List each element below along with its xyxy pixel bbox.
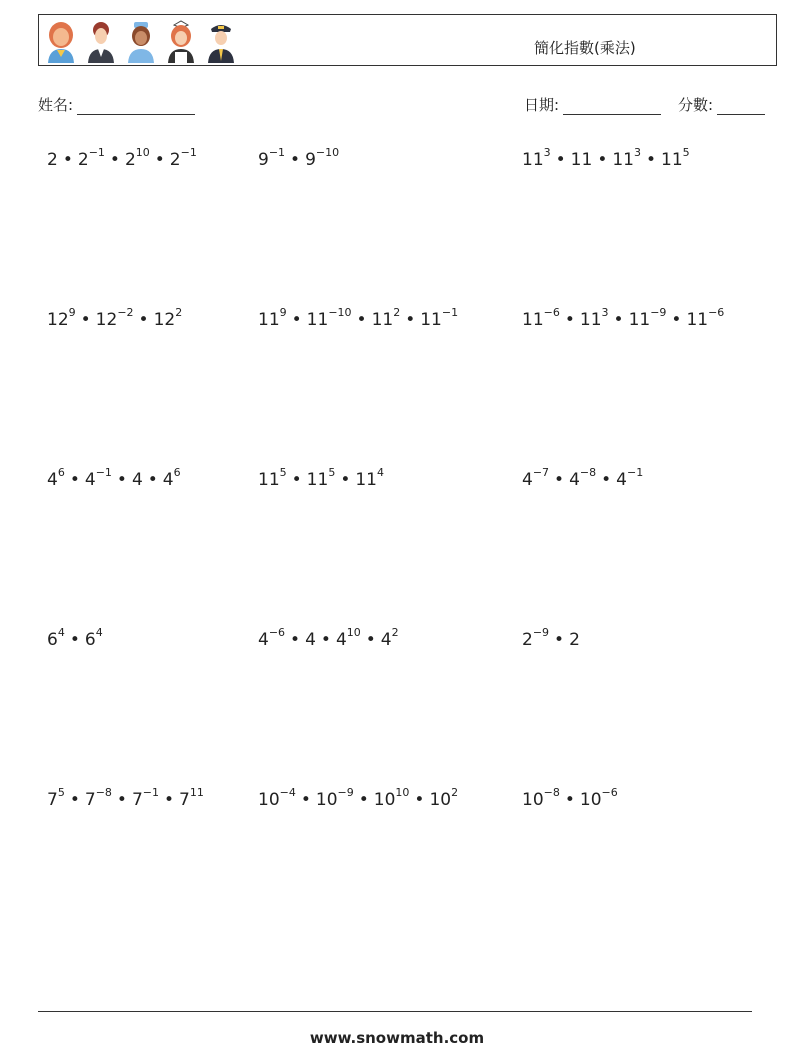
- base: 4: [616, 470, 627, 490]
- power-term: [124, 146, 150, 170]
- base: 11: [371, 310, 394, 330]
- base: 11: [612, 150, 634, 170]
- base: 7: [179, 790, 190, 810]
- multiply-dot: •: [320, 630, 331, 650]
- worksheet-title: 簡化指數(乘法): [534, 39, 636, 57]
- avatar-strip: [45, 19, 237, 63]
- score-blank: [717, 100, 765, 115]
- exponent: −8: [579, 466, 597, 480]
- date-field: [524, 94, 661, 115]
- exponent: 2: [391, 626, 399, 640]
- problem-1-2: [258, 146, 340, 170]
- base: 10: [315, 790, 338, 810]
- multiply-dot: •: [116, 470, 127, 490]
- base: 11: [686, 310, 709, 330]
- exponent: 6: [57, 466, 65, 480]
- exponent: −6: [543, 306, 560, 320]
- score-label: 分數:: [678, 96, 714, 114]
- power-term: [612, 146, 641, 170]
- exponent: 2: [393, 306, 401, 320]
- base: 11: [306, 470, 329, 490]
- multiply-dot: •: [69, 790, 80, 810]
- base: 12: [153, 310, 176, 330]
- power-term: [47, 150, 58, 170]
- exponent: 9: [279, 306, 287, 320]
- power-term: [661, 146, 690, 170]
- date-blank: [563, 100, 661, 115]
- power-term: [571, 150, 593, 170]
- power-term: [522, 466, 550, 490]
- multiply-dot: •: [554, 470, 565, 490]
- base: 2: [77, 150, 89, 170]
- power-term: [355, 466, 384, 490]
- exponent: −1: [441, 306, 459, 320]
- power-term: [380, 626, 399, 650]
- power-term: [373, 786, 410, 810]
- base: 9: [305, 150, 316, 170]
- power-term: [169, 146, 197, 170]
- power-term: [258, 786, 296, 810]
- exponent: −10: [328, 306, 352, 320]
- multiply-dot: •: [405, 310, 416, 330]
- problem-3-1: [47, 466, 181, 490]
- multiply-dot: •: [365, 630, 376, 650]
- base: 4: [335, 630, 347, 650]
- nurse-avatar-icon: [125, 19, 157, 63]
- multiply-dot: •: [290, 150, 301, 170]
- multiply-dot: •: [116, 790, 127, 810]
- problem-5-2: [258, 786, 459, 810]
- exponent: 5: [57, 786, 65, 800]
- power-term: [84, 466, 112, 490]
- multiply-dot: •: [555, 150, 566, 170]
- power-term: [47, 466, 65, 490]
- base: 2: [569, 630, 580, 650]
- power-term: [258, 306, 287, 330]
- multiply-dot: •: [290, 630, 301, 650]
- power-term: [47, 626, 65, 650]
- base: 11: [258, 310, 280, 330]
- multiply-dot: •: [613, 310, 624, 330]
- name-field: [38, 94, 195, 115]
- power-term: [132, 470, 143, 490]
- exponent: 6: [173, 466, 181, 480]
- exponent: 3: [543, 146, 551, 160]
- maid-avatar-icon: [165, 19, 197, 63]
- exponent: −1: [268, 146, 286, 160]
- multiply-dot: •: [356, 310, 367, 330]
- problem-2-2: [258, 306, 459, 330]
- power-term: [569, 630, 580, 650]
- power-term: [179, 786, 204, 810]
- power-term: [258, 626, 286, 650]
- exponent: −10: [315, 146, 340, 160]
- base: 2: [47, 150, 58, 170]
- problem-2-3: [522, 306, 725, 330]
- power-term: [305, 146, 340, 170]
- base: 10: [258, 790, 280, 810]
- multiply-dot: •: [601, 470, 612, 490]
- exponent: 5: [328, 466, 336, 480]
- exponent: −6: [601, 786, 618, 800]
- power-term: [522, 626, 550, 650]
- problem-5-1: [47, 786, 204, 810]
- base: 11: [355, 470, 377, 490]
- base: 10: [429, 790, 452, 810]
- exponent: −8: [543, 786, 560, 800]
- multiply-dot: •: [358, 790, 369, 810]
- power-term: [579, 786, 618, 810]
- multiply-dot: •: [80, 310, 91, 330]
- base: 11: [420, 310, 442, 330]
- base: 6: [47, 630, 58, 650]
- multiply-dot: •: [300, 790, 311, 810]
- base: 10: [579, 790, 602, 810]
- pilot-avatar-icon: [205, 19, 237, 63]
- exponent: 4: [57, 626, 65, 640]
- power-term: [258, 146, 286, 170]
- exponent: 3: [601, 306, 609, 320]
- power-term: [305, 630, 316, 650]
- multiply-dot: •: [340, 470, 351, 490]
- multiply-dot: •: [291, 310, 302, 330]
- base: 4: [522, 470, 533, 490]
- base: 10: [522, 790, 544, 810]
- power-term: [522, 306, 560, 330]
- footer-divider: [38, 1011, 752, 1012]
- base: 6: [84, 630, 96, 650]
- multiply-dot: •: [69, 630, 80, 650]
- power-term: [162, 466, 181, 490]
- base: 10: [373, 790, 396, 810]
- multiply-dot: •: [671, 310, 682, 330]
- base: 11: [522, 150, 544, 170]
- exponent: −9: [650, 306, 667, 320]
- exponent: −6: [708, 306, 725, 320]
- base: 9: [258, 150, 269, 170]
- multiply-dot: •: [147, 470, 158, 490]
- exponent: 4: [95, 626, 103, 640]
- multiply-dot: •: [154, 150, 165, 170]
- base: 12: [95, 310, 118, 330]
- footer-url: www.snowmath.com: [309, 1029, 485, 1047]
- power-term: [686, 306, 725, 330]
- power-term: [616, 466, 644, 490]
- power-term: [153, 306, 183, 330]
- problem-2-1: [47, 306, 183, 330]
- name-label: 姓名:: [38, 96, 74, 114]
- problem-4-1: [47, 626, 103, 650]
- exponent: 3: [633, 146, 641, 160]
- multiply-dot: •: [69, 470, 80, 490]
- problem-1-3: [522, 146, 690, 170]
- multiply-dot: •: [564, 790, 575, 810]
- exponent: −1: [626, 466, 644, 480]
- worksheet-header: [38, 14, 777, 66]
- base: 11: [661, 150, 683, 170]
- power-term: [579, 306, 609, 330]
- exponent: −1: [95, 466, 112, 480]
- multiply-dot: •: [554, 630, 565, 650]
- exponent: −6: [268, 626, 286, 640]
- base: 11: [522, 310, 544, 330]
- power-term: [522, 146, 551, 170]
- base: 7: [47, 790, 58, 810]
- base: 11: [258, 470, 280, 490]
- power-term: [306, 466, 336, 490]
- base: 4: [47, 470, 58, 490]
- power-term: [420, 306, 459, 330]
- problem-4-2: [258, 626, 399, 650]
- woman-business-avatar-icon: [85, 19, 117, 63]
- multiply-dot: •: [564, 310, 575, 330]
- power-term: [47, 786, 65, 810]
- power-term: [315, 786, 354, 810]
- multiply-dot: •: [597, 150, 608, 170]
- power-term: [95, 306, 134, 330]
- base: 7: [131, 790, 143, 810]
- exponent: −4: [279, 786, 296, 800]
- power-term: [371, 306, 401, 330]
- power-term: [77, 146, 105, 170]
- exponent: −1: [142, 786, 159, 800]
- multiply-dot: •: [163, 790, 175, 810]
- multiply-dot: •: [62, 150, 73, 170]
- name-blank: [77, 100, 195, 115]
- exponent: 11: [189, 786, 204, 800]
- base: 11: [306, 310, 329, 330]
- base: 4: [162, 470, 174, 490]
- exponent: −1: [88, 146, 105, 160]
- base: 11: [579, 310, 602, 330]
- exponent: 5: [682, 146, 690, 160]
- power-term: [84, 786, 112, 810]
- problem-3-2: [258, 466, 384, 490]
- problem-5-3: [522, 786, 618, 810]
- base: 2: [124, 150, 136, 170]
- exponent: −1: [180, 146, 197, 160]
- problem-4-3: [522, 626, 580, 650]
- power-term: [628, 306, 667, 330]
- exponent: 10: [395, 786, 410, 800]
- exponent: −8: [95, 786, 112, 800]
- base: 4: [380, 630, 392, 650]
- base: 11: [628, 310, 651, 330]
- exponent: 2: [175, 306, 183, 320]
- base: 4: [258, 630, 269, 650]
- power-term: [522, 786, 560, 810]
- exponent: −9: [532, 626, 550, 640]
- power-term: [84, 626, 103, 650]
- power-term: [306, 306, 352, 330]
- exponent: 10: [135, 146, 150, 160]
- multiply-dot: •: [109, 150, 120, 170]
- power-term: [335, 626, 361, 650]
- base: 4: [84, 470, 96, 490]
- base: 4: [305, 630, 316, 650]
- exponent: 9: [68, 306, 76, 320]
- exponent: 10: [346, 626, 361, 640]
- multiply-dot: •: [291, 470, 302, 490]
- problem-3-3: [522, 466, 644, 490]
- multiply-dot: •: [138, 310, 149, 330]
- score-field: [678, 94, 765, 115]
- woman-avatar-icon: [45, 19, 77, 63]
- base: 12: [47, 310, 69, 330]
- base: 4: [569, 470, 580, 490]
- problem-1-1: [47, 146, 197, 170]
- exponent: 2: [451, 786, 459, 800]
- multiply-dot: •: [414, 790, 425, 810]
- power-term: [569, 466, 597, 490]
- exponent: −2: [117, 306, 134, 320]
- base: 2: [169, 150, 181, 170]
- power-term: [47, 306, 76, 330]
- exponent: 5: [279, 466, 287, 480]
- power-term: [258, 466, 287, 490]
- power-term: [131, 786, 159, 810]
- date-label: 日期:: [524, 96, 560, 114]
- multiply-dot: •: [645, 150, 657, 170]
- base: 7: [84, 790, 96, 810]
- exponent: −7: [532, 466, 550, 480]
- base: 2: [522, 630, 533, 650]
- exponent: −9: [337, 786, 354, 800]
- power-term: [429, 786, 459, 810]
- base: 11: [570, 150, 593, 170]
- exponent: 4: [376, 466, 384, 480]
- base: 4: [131, 470, 143, 490]
